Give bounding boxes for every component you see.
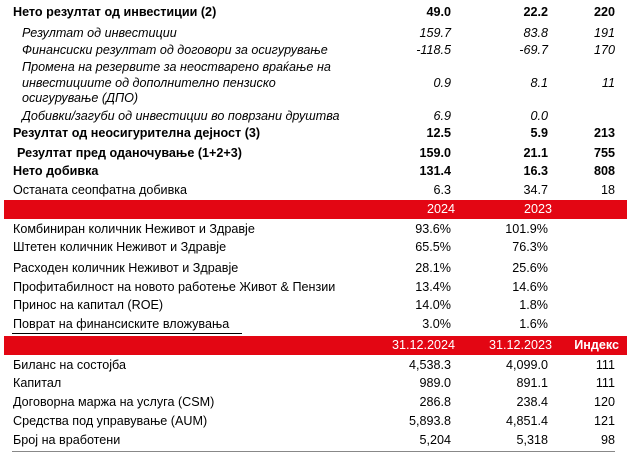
table-row [0,26,627,42]
value-2024: 4,538.3 [408,358,451,372]
header-2023: 2023 [523,202,552,216]
value-2023: 1.6% [519,317,548,331]
row-label: Комбиниран количник Неживот и Здравје [13,222,255,236]
table-row [0,298,627,314]
value-2024: 5,204 [419,433,451,447]
row-label-line: инвестициите од дополнително пензиско [22,75,276,90]
value-2024: 159.0 [419,146,451,160]
value-2024: 159.7 [419,26,451,40]
row-label: Нето добивка [13,164,99,178]
table-row [0,317,627,333]
table-row [0,414,627,430]
value-2024: 286.8 [419,395,451,409]
row-label: Принос на капитал (ROE) [13,298,164,312]
row-label: Биланс на состојба [13,358,126,372]
table-row [0,164,627,182]
table-row [0,376,627,392]
value-2024: 93.6% [415,222,451,236]
value-2024: 65.5% [415,240,451,254]
value-2023: 891.1 [516,376,548,390]
value-2023: 1.8% [519,298,548,312]
value-2024: 3.0% [422,317,451,331]
row-label: Капитал [13,376,62,390]
row-label: Резултат пред оданочување (1+2+3) [17,146,242,160]
value-2023: 5,318 [516,433,548,447]
year-header-band [4,200,627,219]
row-label: Резултат од неосигурителна дејност (3) [13,126,261,140]
row-label: Поврат на финансиските вложувања [13,317,230,331]
header-2023-date: 31.12.2023 [488,338,552,352]
table-row [0,395,627,411]
table-row [0,358,627,374]
row-label: Финансиски резултат од договори за осигурување [22,43,328,57]
value-index: 111 [595,358,615,372]
value-index: 191 [593,26,615,40]
value-index: 121 [593,414,615,428]
table-row [0,146,627,164]
value-2023: 16.3 [523,164,548,178]
row-label-line: осигурување (ДПО) [22,91,139,105]
divider [12,451,615,452]
divider [12,333,242,334]
value-index: 11 [601,76,615,90]
value-2023: 34.7 [523,183,548,197]
row-label: Профитабилност на новото работење Живот & Пензии [13,280,336,294]
header-index: Индекс [574,338,619,352]
value-2024: 6.9 [433,109,451,123]
value-2024: 131.4 [419,164,451,178]
date-header-band [4,336,627,355]
table-row [0,433,627,449]
value-2023: 238.4 [516,395,548,409]
value-2024: 12.5 [426,126,451,140]
value-index: 111 [595,376,615,390]
value-2023: 8.1 [530,76,548,90]
table-row [0,222,627,238]
value-index: 170 [593,43,615,57]
value-2023: 4,851.4 [505,414,548,428]
value-2023: 4,099.0 [505,358,548,372]
header-2024-date: 31.12.2024 [391,338,455,352]
row-label [22,60,370,107]
value-2024: 14.0% [415,298,451,312]
value-2024: 28.1% [415,261,451,275]
row-label: Штетен количник Неживот и Здравје [13,240,227,254]
table-row [0,43,627,59]
row-label: Нето резултат од инвестиции (2) [13,5,217,19]
value-2023: 83.8 [523,26,548,40]
row-label: Договорна маржа на услуга (CSM) [13,395,215,409]
row-label: Добивки/загуби од инвестиции во поврзани друштва [22,109,340,123]
table-row [0,280,627,296]
value-index: 18 [600,183,615,197]
table-row [0,126,627,144]
value-index: 755 [593,146,615,160]
row-label: Средства под управување (AUM) [13,414,208,428]
row-label: Број на вработени [13,433,121,447]
value-2023: 21.1 [523,146,548,160]
row-label-line: Промена на резервите за неостварено враќање на [22,60,331,74]
value-2023: 0.0 [530,109,548,123]
value-2023: 101.9% [505,222,548,236]
value-2024: -118.5 [416,43,451,57]
value-2024: 5,893.8 [408,414,451,428]
table-row [0,5,627,23]
table-row [0,240,627,256]
table-row [0,261,627,277]
table-row [0,109,627,125]
value-2024: 6.3 [433,183,451,197]
value-2023: -69.7 [519,43,548,57]
header-2024: 2024 [426,202,455,216]
value-index: 213 [593,126,615,140]
row-label: Останата сеопфатна добивка [13,183,188,197]
value-2023: 5.9 [530,126,548,140]
value-2024: 989.0 [419,376,451,390]
value-index: 98 [600,433,615,447]
value-index: 120 [593,395,615,409]
row-label: Расходен количник Неживот и Здравје [13,261,239,275]
table-row [0,60,627,108]
value-2024: 0.9 [433,76,451,90]
value-2023: 14.6% [512,280,548,294]
value-index: 220 [593,5,615,19]
row-label: Резултат од инвестиции [22,26,177,40]
value-2023: 25.6% [512,261,548,275]
value-2024: 13.4% [415,280,451,294]
value-2023: 76.3% [512,240,548,254]
value-2023: 22.2 [523,5,548,19]
value-index: 808 [593,164,615,178]
table-row [0,183,627,199]
value-2024: 49.0 [426,5,451,19]
